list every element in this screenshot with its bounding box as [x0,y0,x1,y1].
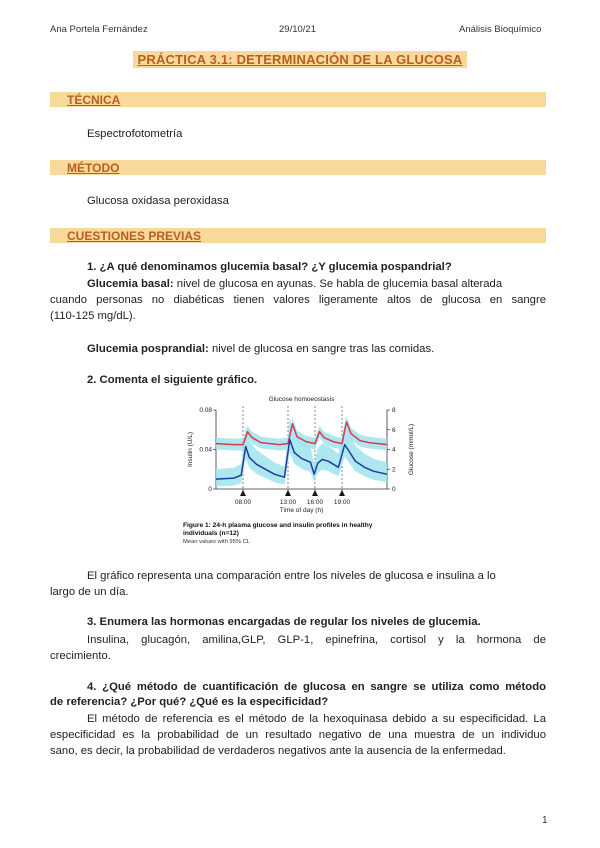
page-title-text: PRÁCTICA 3.1: DETERMINACIÓN DE LA GLUCOSA [133,51,466,68]
answer-4-line1 [50,711,546,728]
chart-meal-marker [240,490,246,496]
answer-4-line2: especificidad es la probabilidad de un resultado negativo de una muestra de un individuo [50,729,546,741]
section-heading-tecnica-label: TÉCNICA [67,93,121,107]
section-heading-tecnica [50,92,546,107]
page-number: 1 [542,815,548,826]
chart-x-tick-label: 13:00 [279,499,297,506]
question-4-line2: de referencia? ¿Por qué? ¿Qué es la especificidad? [50,696,329,708]
chart-svg [183,393,423,558]
chart-ylabel-left: Insulin (U/L) [187,431,194,468]
chart-meal-marker [339,490,345,496]
header-subject: Análisis Bioquímico [459,24,542,35]
answer-3-line2: crecimiento. [50,650,111,662]
chart-title: Glucose homoeostasis [268,396,335,403]
answer-2-line1: El gráfico representa una comparación entre los niveles de glucosa e insulina a lo [87,570,496,582]
answer-1-basal-line1 [50,276,546,293]
section-heading-cuestiones-label: CUESTIONES PREVIAS [67,229,202,243]
chart-right-tick-label: 2 [392,466,396,474]
chart-right-tick-label: 8 [392,407,396,415]
posprandial-term: Glucemia posprandial: [87,343,209,355]
page-title [0,51,600,69]
header-date: 29/10/21 [279,24,316,35]
section-heading-metodo-label: MÉTODO [67,161,120,175]
chart-xlabel: Time of day (h) [279,507,324,514]
metodo-text: Glucosa oxidasa peroxidasa [87,195,229,207]
chart-left-tick-label: 0.08 [199,407,212,415]
chart-ylabel-right: Glucose (mmol/L) [408,423,415,476]
chart-band-insulin [216,418,387,487]
chart-meal-marker [285,490,291,496]
answer-4-text: El método de referencia es el método de la hexoquinasa debido a su especificidad. La [87,713,546,725]
chart-right-tick-label: 6 [392,426,396,434]
answer-3-line1 [50,632,546,649]
answer-1-basal-line2: cuando personas no diabéticas tienen valores ligeramente altos de glucosa en sangre [50,294,546,306]
answer-3-text: Insulina, glucagón, amilina,GLP, GLP-1, epinefrina, cortisol y la hormona de [87,634,546,646]
chart-right-tick-label: 0 [392,486,396,494]
chart-x-tick-label: 19:00 [333,499,351,506]
chart-caption-line2: individuals (n=12) [183,530,239,537]
question-2: 2. Comenta el siguiente gráfico. [87,374,258,386]
question-3: 3. Enumera las hormonas encargadas de regular los niveles de glucemia. [87,616,481,628]
chart-caption-line1: Figure 1: 24-h plasma glucose and insulin profiles in healthy [183,522,373,529]
question-4-line1 [50,681,546,693]
header-author: Ana Portela Fernández [50,24,148,35]
answer-4-line3: sano, es decir, la probabilidad de verdaderos negativos ante la ausencia de la enfermedad. [50,745,506,757]
chart-caption-note: Mean values with 95% CL [183,539,251,545]
tecnica-text: Espectrofotometría [87,128,183,140]
chart-right-tick-label: 4 [392,446,396,454]
chart-left-tick-label: 0.04 [199,446,212,454]
answer-1-posprandial [87,341,434,358]
question-4-text: 4. ¿Qué método de cuantificación de glucosa en sangre se utiliza como método [87,681,546,693]
chart-x-tick-label: 08:00 [234,499,252,506]
section-heading-metodo [50,160,546,175]
section-heading-cuestiones [50,228,546,243]
answer-1-basal-line3: (110-125 mg/dL). [50,310,136,322]
basal-definition-line1: nivel de glucosa en ayunas. Se habla de glucemia basal alterada [176,278,503,290]
chart-left-tick-label: 0 [208,486,212,494]
posprandial-definition: nivel de glucosa en sangre tras las comidas. [211,343,435,355]
basal-term: Glucemia basal: [87,278,174,290]
question-1: 1. ¿A qué denominamos glucemia basal? ¿Y glucemia pospandrial? [87,261,452,273]
glucose-insulin-chart [183,393,423,558]
answer-2-line2: largo de un día. [50,586,129,598]
chart-meal-marker [312,490,318,496]
chart-x-tick-label: 16:00 [306,499,324,506]
